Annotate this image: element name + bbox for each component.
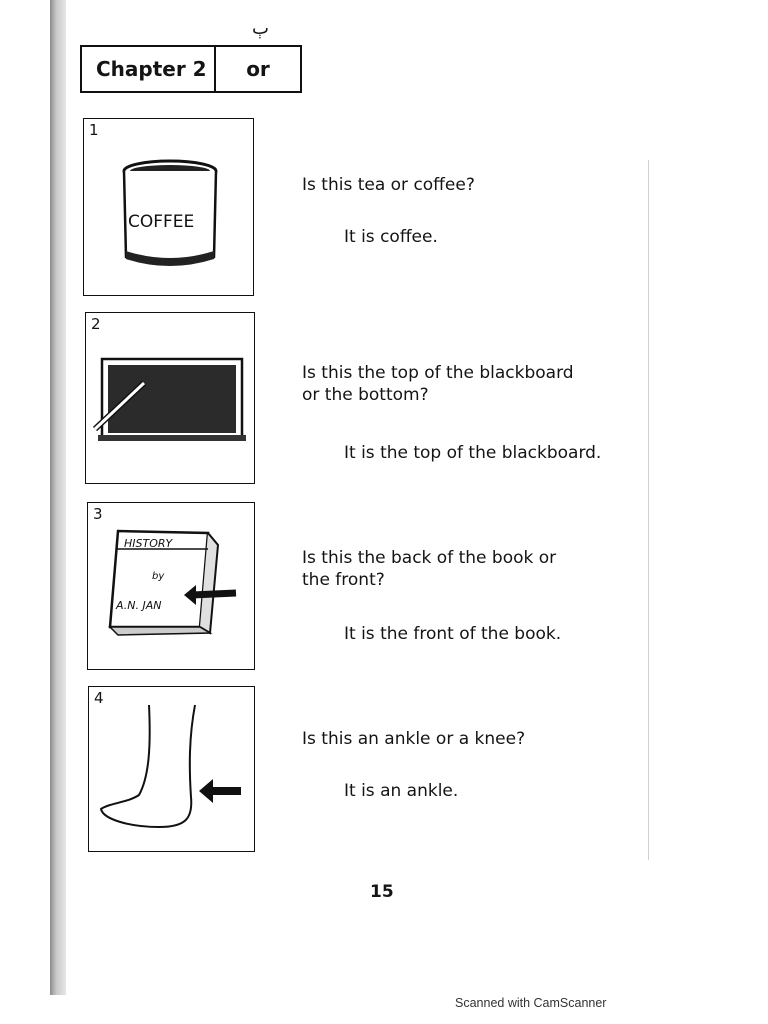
exercise-4-frame [88,686,255,852]
exercise-4-number: 4 [94,689,104,707]
question-1: Is this tea or coffee? [302,175,475,195]
coffee-label: COFFEE [128,212,195,232]
top-handwritten-mark: ٻ [252,18,269,39]
page-edge-line [648,160,649,860]
coffee-can-icon [84,119,255,297]
exercise-1-frame [83,118,254,296]
page-number: 15 [370,882,394,902]
exercise-2-frame [85,312,255,484]
book-by-text: by [152,571,165,582]
book-icon [88,503,256,671]
answer-2: It is the top of the blackboard. [344,443,602,463]
question-2-line-2: or the bottom? [302,385,429,405]
answer-4: It is an ankle. [344,781,459,801]
question-3-line-1: Is this the back of the book or [302,548,557,568]
blackboard-icon [86,313,256,485]
chapter-header-box [80,45,302,93]
exercise-3-number: 3 [93,505,103,523]
question-3 [302,547,622,591]
chapter-label: Chapter 2 [82,47,216,91]
scanner-watermark: Scanned with CamScanner [455,996,607,1010]
book-author-text: A.N. JAN [116,599,162,612]
answer-3: It is the front of the book. [344,624,562,644]
question-4: Is this an ankle or a knee? [302,729,526,749]
exercise-2-number: 2 [91,315,101,333]
question-2 [302,362,622,406]
page-binding-shadow [50,0,66,995]
ankle-icon [89,687,256,853]
chapter-topic: or [246,57,270,81]
exercise-3-frame [87,502,255,670]
question-3-line-2: the front? [302,570,385,590]
book-title-text: HISTORY [124,537,173,550]
exercise-1-number: 1 [89,121,99,139]
answer-1: It is coffee. [344,227,438,247]
question-2-line-1: Is this the top of the blackboard [302,363,574,383]
